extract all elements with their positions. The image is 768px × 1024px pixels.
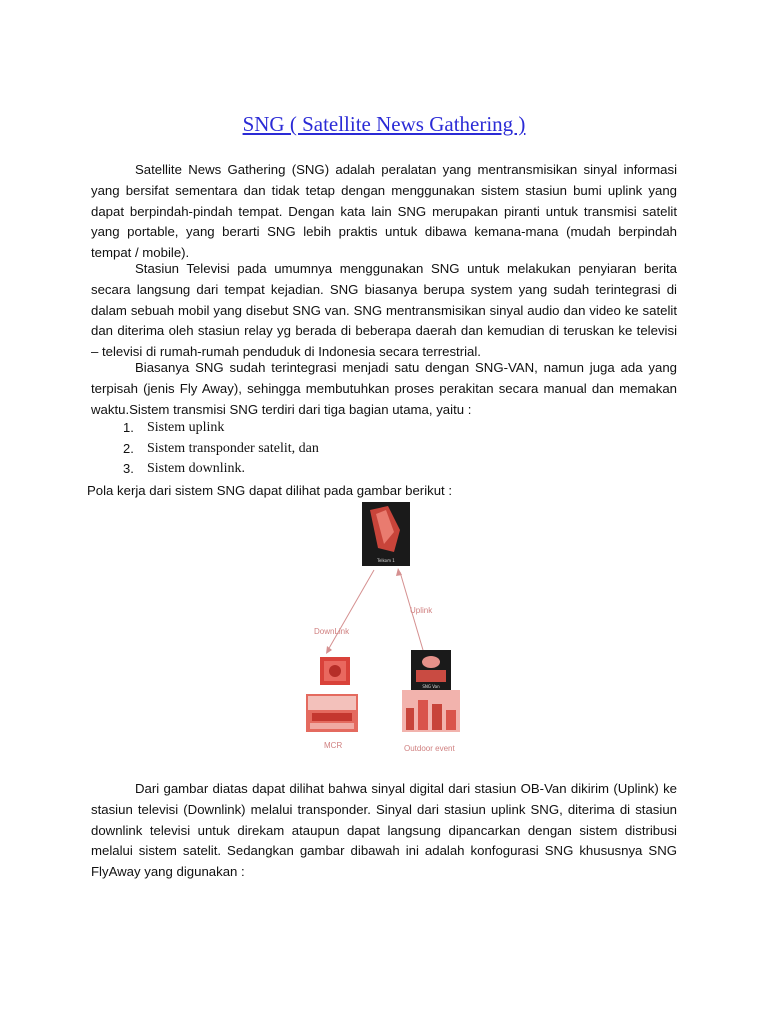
paragraph-system-text: Biasanya SNG sudah terintegrasi menjadi satu dengan SNG-VAN, namun juga ada yang terpisah (jenis Fly Away), sehingga membutuhkan proses perakitan secara manual dan memakan waktu.Sistem transmisi SNG terdiri dari tiga bagian utama, yaitu : <box>91 360 677 417</box>
list-item <box>123 459 319 480</box>
uplink-label: Uplink <box>410 606 433 615</box>
downlink-label: DownLink <box>314 627 350 636</box>
list-item <box>123 418 319 439</box>
tv-station-image <box>320 657 350 685</box>
mcr-image <box>306 694 358 732</box>
sng-van-image <box>411 650 451 690</box>
system-parts-list <box>123 418 319 480</box>
list-text: Sistem downlink. <box>147 461 246 476</box>
paragraph-usage <box>91 259 677 363</box>
page-title: SNG ( Satellite News Gathering ) <box>242 112 526 136</box>
list-number: 2. <box>123 440 134 456</box>
mcr-label: MCR <box>324 741 343 750</box>
van-caption: SNG Van <box>422 684 440 689</box>
paragraph-system <box>91 358 677 420</box>
diagram-intro: Pola kerja dari sistem SNG dapat dilihat pada gambar berikut : <box>87 483 453 498</box>
downlink-arrow <box>326 570 374 654</box>
list-text: Sistem uplink <box>147 420 225 435</box>
list-number: 1. <box>123 420 134 435</box>
paragraph-definition-text: Satellite News Gathering (SNG) adalah peralatan yang mentransmisikan sinyal informasi yang bersifat sementara dan tidak tetap dengan menggunakan sistem stasiun bumi uplink yang dapat berpindah-pindah tempat. Dengan kata lain SNG merupakan piranti untuk transmisi satelit yang portable, yang berarti SNG lebih praktis untuk dibawa kemana-mana (mudah berpindah tempat / mobile). <box>91 162 677 261</box>
paragraph-explanation <box>91 779 677 883</box>
sng-diagram-svg <box>290 500 475 762</box>
outdoor-event-label: Outdoor event <box>404 744 455 753</box>
list-text: Sistem transponder satelit, dan <box>147 440 319 456</box>
paragraph-definition <box>91 160 677 264</box>
paragraph-usage-text: Stasiun Televisi pada umumnya menggunakan SNG untuk melakukan penyiaran berita secara langsung dari tempat kejadian. SNG biasanya berupa system yang sudah terintegrasi di dalam sebuah mobil yang disebut SNG van. SNG mentransmisikan sinyal audio dan video ke satelit dan diterima oleh stasiun relay yg berada di beberapa daerah dan kemudian di teruskan ke televisi – televisi di rumah-rumah penduduk di Indonesia secara terrestrial. <box>91 261 677 360</box>
sng-diagram <box>290 500 475 762</box>
outdoor-event-image <box>402 690 460 732</box>
paragraph-explanation-text: Dari gambar diatas dapat dilihat bahwa sinyal digital dari stasiun OB-Van dikirim (Uplink) ke stasiun televisi (Downlink) melalui transponder. Sinyal dari stasiun uplink SNG, diterima di stasiun downlink televisi untuk direkam ataupun dapat langsung dipancarkan dengan sistem distribusi melalui sistem satelit. Sedangkan gambar dibawah ini adalah konfogurasi SNG khususnya SNG FlyAway yang digunakan : <box>91 781 677 880</box>
satellite-image <box>362 502 410 566</box>
list-number: 3. <box>123 461 134 476</box>
list-item <box>123 439 319 460</box>
satellite-caption: Telkom 1 <box>377 558 395 563</box>
